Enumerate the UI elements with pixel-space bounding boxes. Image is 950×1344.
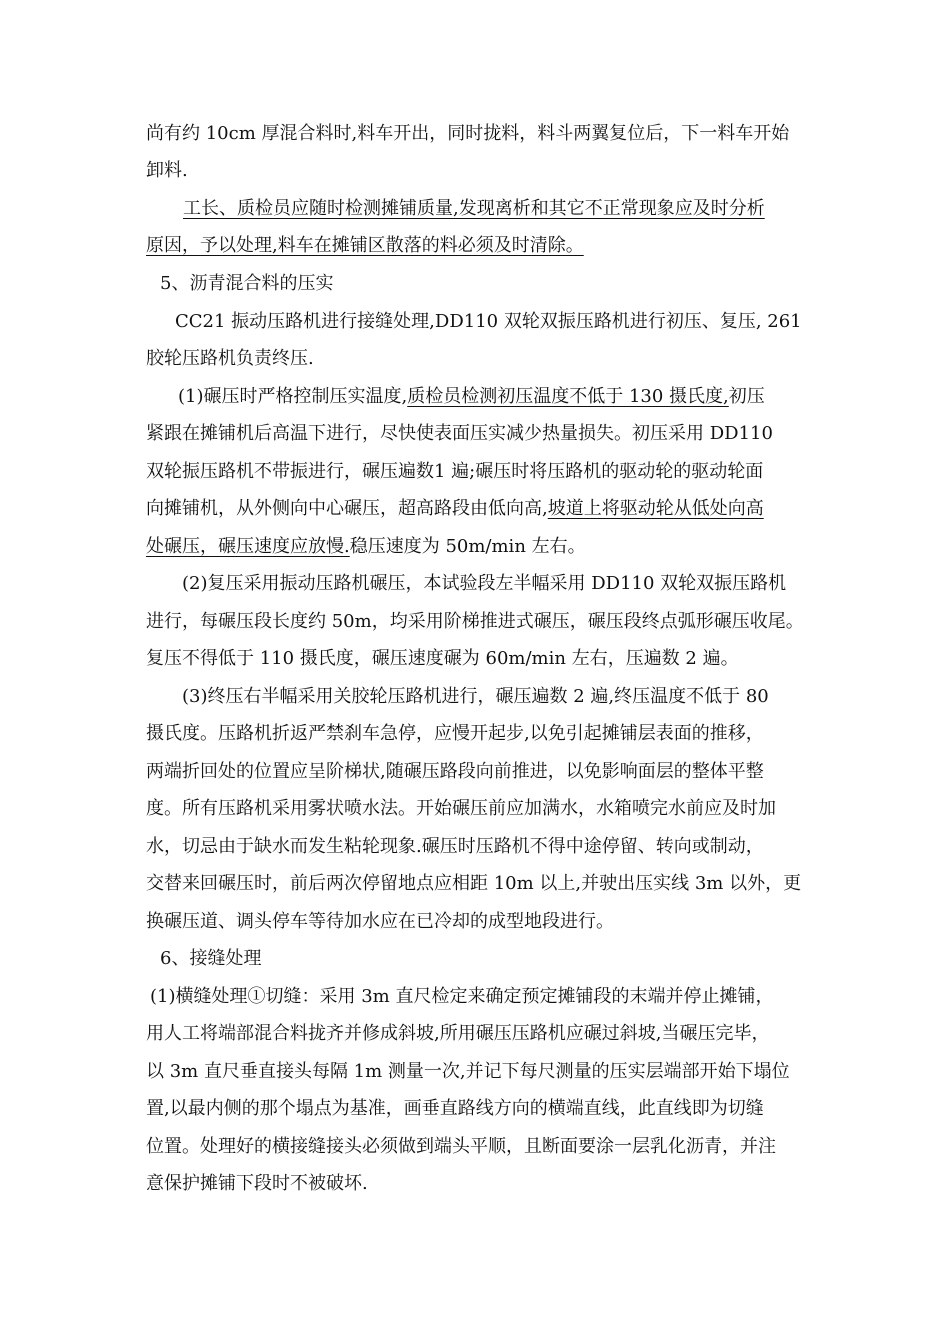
text-run: 水，切忌由于缺水而发生粘轮现象.碾压时压路机不得中途停留、转向或制动， (146, 836, 764, 857)
text-line (150, 985, 773, 1009)
text-line (146, 122, 789, 146)
text-run: (2)复压采用振动压路机碾压，本试验段左半幅采用 DD110 双轮双振压路机 (182, 573, 787, 594)
text-run: 5、沥青混合料的压实 (160, 273, 334, 294)
text-line (182, 572, 786, 596)
text-line (183, 197, 765, 221)
text-run: 紧跟在摊铺机后高温下进行，尽快使表面压实减少热量损失。初压采用 DD110 (146, 423, 773, 444)
text-line (182, 685, 769, 709)
text-line (146, 1097, 764, 1121)
text-run: 复压不得低于 110 摄氏度，碾压速度碾为 60m/min 左右，压遍数 2 遍。 (146, 648, 739, 669)
text-line (146, 835, 764, 859)
text-line (146, 910, 614, 934)
text-run: 双轮振压路机不带振进行，碾压遍数1 遍;碾压时将压路机的驱动轮的驱动轮面 (146, 461, 764, 482)
text-run: 换碾压道、调头停车等待加水应在已冷却的成型地段进行。 (146, 911, 614, 932)
text-line (146, 422, 773, 446)
underlined-text-run: 处碾压，碾压速度应放慢. (146, 536, 350, 557)
text-line (146, 159, 188, 183)
text-run: 进行，每碾压段长度约 50m，均采用阶梯推进式碾压，碾压段终点弧形碾压收尾。 (146, 611, 804, 632)
text-line (146, 722, 764, 746)
text-run: 两端折回处的位置应呈阶梯状,随碾压路段向前推进，以免影响面层的整体平整 (146, 761, 764, 782)
text-line (146, 760, 764, 784)
text-run: 胶轮压路机负责终压. (146, 348, 314, 369)
text-line (146, 460, 763, 484)
text-line (146, 797, 776, 821)
text-run: 稳压速度为 50m/min 左右。 (349, 536, 586, 557)
text-line (146, 347, 314, 371)
text-line (178, 385, 765, 409)
section-heading (160, 272, 333, 296)
text-run: 交替来回碾压时，前后两次停留地点应相距 10m 以上,并驶出压实线 3m 以外，更 (146, 873, 802, 894)
text-run: 向摊铺机，从外侧向中心碾压，超高路段由低向高, (146, 498, 548, 519)
text-run: 度。所有压路机采用雾状喷水法。开始碾压前应加满水，水箱喷完水前应及时加 (146, 798, 776, 819)
underlined-text-run: 坡道上将驱动轮从低处向高 (547, 498, 764, 519)
text-run: 用人工将端部混合料拢齐并修成斜坡,所用碾压压路机应碾过斜坡,当碾压完毕， (146, 1023, 770, 1044)
text-run: 以 3m 直尺垂直接头每隔 1m 测量一次,并记下每尺测量的压实层端部开始下塌位 (146, 1061, 790, 1082)
underlined-text-run: 工长、质检员应随时检测摊铺质量,发现离析和其它不正常现象应及时分析 (183, 198, 765, 219)
text-line (146, 234, 584, 258)
text-run: (1)横缝处理①切缝：采用 3m 直尺检定来确定预定摊铺段的末端并停止摊铺， (150, 986, 774, 1007)
text-run: CC21 振动压路机进行接缝处理,DD110 双轮双振压路机进行初压、复压, 261 (175, 311, 802, 332)
text-run: 摄氏度。压路机折返严禁刹车急停，应慢开起步,以免引起摊铺层表面的推移， (146, 723, 764, 744)
text-run: 卸料. (146, 160, 188, 181)
section-heading (160, 947, 261, 971)
text-line (146, 535, 586, 559)
text-line (146, 497, 764, 521)
text-line (146, 1022, 769, 1046)
text-line (146, 610, 804, 634)
text-line (146, 1060, 790, 1084)
text-line (146, 1135, 776, 1159)
text-line (146, 647, 739, 671)
text-line (175, 310, 802, 334)
text-line (146, 872, 801, 896)
text-run: (1)碾压时严格控制压实温度, (178, 386, 408, 407)
underlined-text-run: 原因，予以处理,料车在摊铺区散落的料必须及时清除。 (146, 235, 584, 256)
text-line (146, 1172, 368, 1196)
text-run: 初压 (728, 386, 765, 407)
text-run: 位置。处理好的横接缝接头必须做到端头平顺，且断面要涂一层乳化沥青，并注 (146, 1136, 776, 1157)
text-run: 尚有约 10cm 厚混合料时,料车开出，同时拢料，料斗两翼复位后，下一料车开始 (146, 123, 790, 144)
text-run: (3)终压右半幅采用关胶轮压路机进行，碾压遍数 2 遍,终压温度不低于 80 (182, 686, 769, 707)
underlined-text-run: 质检员检测初压温度不低于 130 摄氏度, (407, 386, 729, 407)
text-run: 意保护摊铺下段时不被破坏. (146, 1173, 368, 1194)
text-run: 置,以最内侧的那个塌点为基准，画垂直路线方向的横端直线，此直线即为切缝 (146, 1098, 764, 1119)
text-run: 6、接缝处理 (160, 948, 262, 969)
